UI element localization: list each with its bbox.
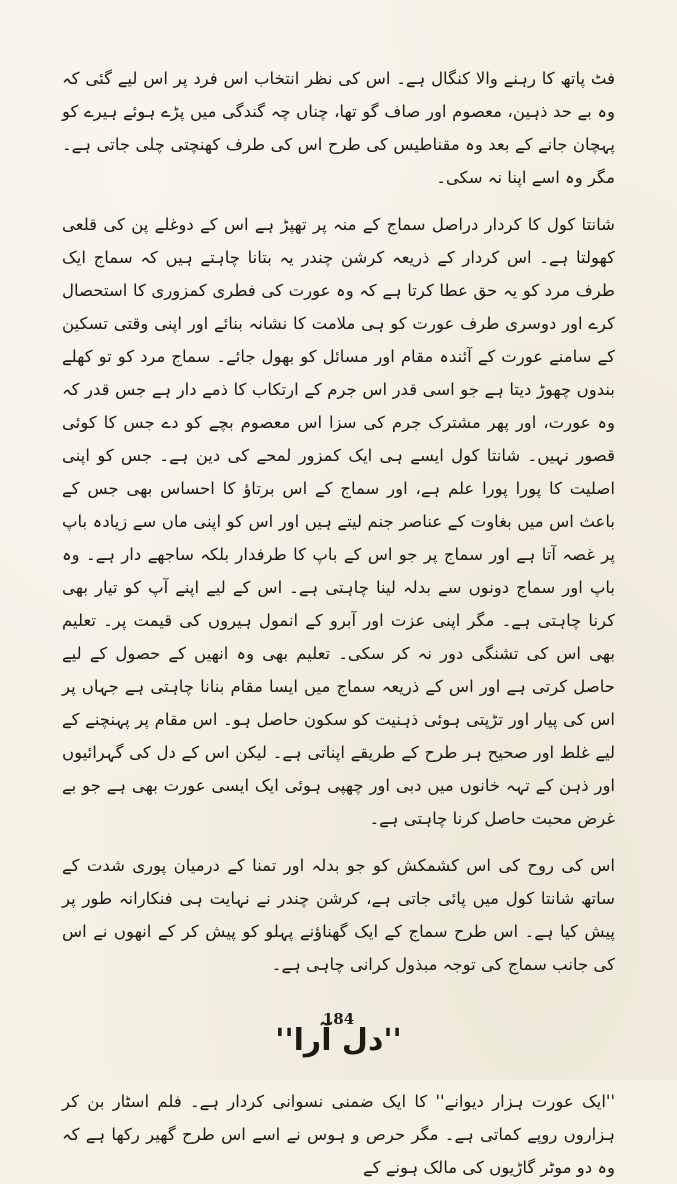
paragraph-intro: فٹ پاتھ کا رہنے والا کنگال ہے۔ اس کی نظر انتخاب اس فرد پر اس لیے گئی کہ وہ بے حد ذہین، معصوم اور صاف گو تھا، چناں چہ گندگی میں پڑے ہوئے ہیرے کو پہچان جانے کے بعد وہ مقناطیس کی طرح اس کی طرف کھنچتی چلی جاتی ہے۔ مگر وہ اسے اپنا نہ سکی۔ bbox=[62, 69, 615, 187]
paragraph-shanta-kaul: شانتا کول کا کردار دراصل سماج کے منہ پر تھپڑ ہے اس کے دوغلے پن کی قلعی کھولتا ہے۔ اس کردار کے ذریعہ کرشن چندر یہ بتانا چاہتے ہیں کہ سماج ایک طرف مرد کو یہ حق عطا کرتا ہے کہ وہ عورت کی فطری کمزوری کا استحصال کرے اور دوسری طرف عورت کو ہی ملامت کا نشانہ بنائے اور اپنی وقتی تسکین کے سامنے عورت کے آئندہ مقام اور مسائل کو بھول جائے۔ سماج مرد کو تو کھلے بندوں چھوڑ دیتا ہے جو اسی قدر اس جرم کے ارتکاب کا ذمے دار ہے جس قدر کہ وہ عورت، اور پھر مشترک جرم کی سزا اس معصوم بچے کو دے جس کا کوئی قصور نہیں۔ شانتا کول ایسے ہی ایک کمزور لمحے کی دین ہے۔ جس کو اپنی اصلیت کا پورا پورا علم ہے، اور سماج کے اس برتاؤ کا احساس بھی جس کے باعث اس میں بغاوت کے عناصر جنم لیتے ہیں اور اس کو اپنی ماں سے زیادہ باپ پر غصہ آتا ہے اور سماج پر جو اس کے باپ کا طرفدار بلکہ ساجھے دار ہے۔ وہ باپ اور سماج دونوں سے بدلہ لینا چاہتی ہے۔ اس کے لیے اپنے آپ کو تیار بھی کرنا چاہتی ہے۔ مگر اپنی عزت اور آبرو کے انمول ہیروں کی قیمت پر۔ تعلیم بھی اس کی تشنگی دور نہ کر سکی۔ تعلیم بھی وہ انھیں کے حصول کے لیے حاصل کرتی ہے اور اس کے ذریعہ سماج میں ایسا مقام بنانا چاہتی ہے جہاں پر اس کی پیار اور تڑپتی ہوئی ذہنیت کو سکون حاصل ہو۔ اس مقام پر پہنچنے کے لیے غلط اور صحیح ہر طرح کے طریقے اپناتی ہے۔ لیکن اس کے دل کی گہرائیوں اور ذہن کے تہہ خانوں میں دبی اور چھپی ہوئی ایک ایسی عورت بھی ہے جو بے غرض محبت حاصل کرنا چاہتی ہے۔ bbox=[62, 215, 615, 828]
section-body bbox=[62, 1085, 615, 1184]
paragraph-conclusion: اس کی روح کی اس کشمکش کو جو بدلہ اور تمنا کے درمیان پوری شدت کے ساتھ شانتا کول میں پائی جاتی ہے، کرشن چندر نے نہایت ہی فنکارانہ طور پر پیش کیا ہے۔ اس طرح سماج کے ایک گھناؤنے پہلو کو پیش کر کے انھوں نے اس کی جانب سماج کی توجہ مبذول کرانی چاہی ہے۔ bbox=[62, 856, 615, 974]
page-number: 184 bbox=[322, 1010, 355, 1028]
section-heading: ''دل آرا'' bbox=[275, 1023, 402, 1058]
page-body bbox=[62, 62, 615, 981]
paragraph-dil-ara: ''ایک عورت ہزار دیوانے'' کا ایک ضمنی نسوانی کردار ہے۔ فلم اسٹار بن کر ہزاروں روپے کماتی ہے۔ مگر حرص و ہوس نے اسے اس طرح گھیر رکھا ہے کہ وہ دو موٹر گاڑیوں کی مالک ہونے کے bbox=[62, 1092, 615, 1177]
